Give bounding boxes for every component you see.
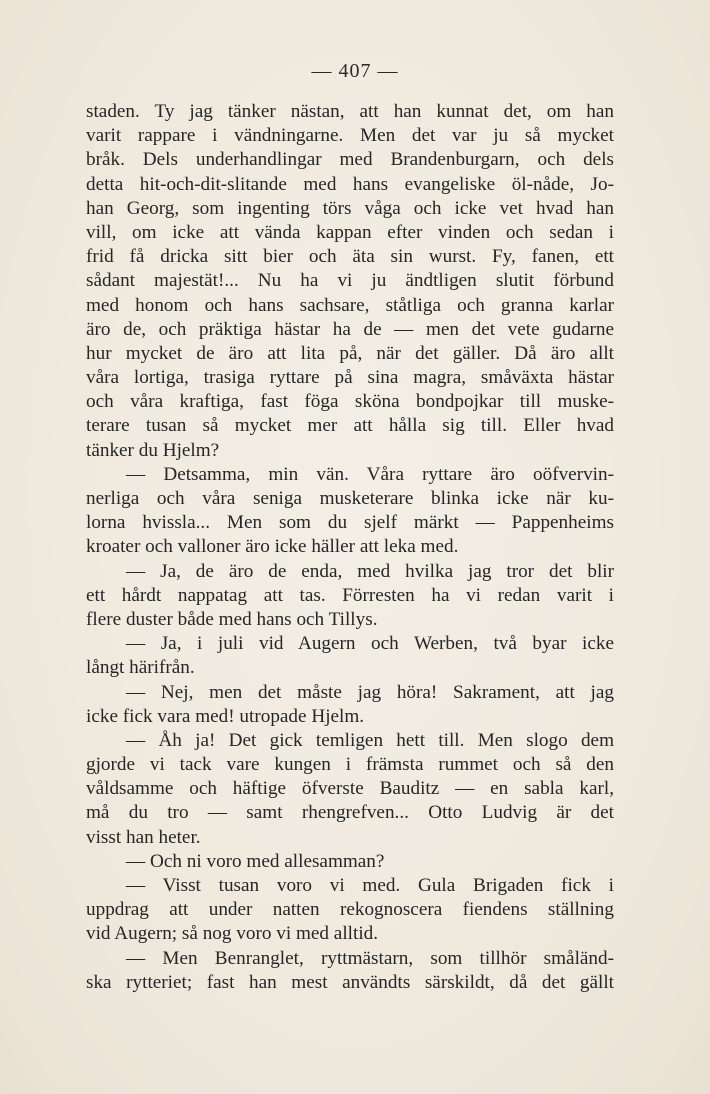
text-line: våra lortiga, trasiga ryttare på sina magra, småväxta hästar [86,367,614,389]
text-line: långt härifrån. [86,657,195,679]
text-line: uppdrag att under natten rekognoscera fiendens ställning [86,899,614,921]
text-line: — Och ni voro med allesamman? [126,850,385,872]
text-line: våldsamme och häftige öfverste Bauditz — en sabla karl, [86,778,614,800]
text-line: visst han heter. [86,826,201,848]
text-line: tänker du Hjelm? [86,439,220,461]
text-line: ska rytteriet; fast han mest användts särskildt, då det gällt [86,971,614,993]
text-line: — Nej, men det måste jag höra! Sakrament, att jag [126,681,614,703]
text-line: gjorde vi tack vare kungen i främsta rummet och så den [86,754,614,776]
text-line: varit rappare i vändningarne. Men det var ju så mycket [86,125,614,147]
text-line: må du tro — samt rhengrefven... Otto Ludvig är det [86,802,614,824]
text-line: — Detsamma, min vän. Våra ryttare äro oöfvervin- [126,463,614,485]
text-line: vill, om icke att vända kappan efter vinden och sedan i [86,221,614,243]
text-line: ett hårdt nappatag att tas. Förresten ha vi redan varit i [86,584,614,606]
text-line: kroater och valloner äro icke häller att leka med. [86,536,459,558]
text-line: och våra kraftiga, fast föga sköna bondpojkar till muske- [86,391,614,413]
text-line: hur mycket de äro att lita på, när det gäller. Då äro allt [86,342,614,364]
text-line: nerliga och våra seniga musketerare blinka icke när ku- [86,488,614,509]
text-line: med honom och hans sachsare, ståtliga och granna karlar [86,294,614,316]
text-line: frid få dricka sitt bier och äta sin wurst. Fy, fanen, ett [86,246,614,268]
text-line: — Ja, de äro de enda, med hvilka jag tror det blir [126,560,614,582]
body-text [86,100,614,995]
text-line: — Åh ja! Det gick temligen hett till. Men slogo dem [126,729,614,751]
text-line: staden. Ty jag tänker nästan, att han kunnat det, om han [86,101,614,122]
text-line: icke fick vara med! utropade Hjelm. [86,705,365,727]
text-line: sådant majestät!... Nu ha vi ju ändtligen slutit förbund [86,270,614,292]
text-line: flere duster både med hans och Tillys. [86,608,378,630]
page-number: — 407 — [311,60,399,82]
text-line: detta hit-och-dit-slitande med hans evangeliske öl-nåde, Jo- [86,173,614,195]
text-line: han Georg, som ingenting törs våga och icke vet hvad han [86,197,614,219]
text-line: äro de, och präktiga hästar ha de — men det vete gudarne [86,318,614,340]
text-line: — Visst tusan voro vi med. Gula Brigaden fick i [126,875,614,896]
text-line: terare tusan så mycket mer att hålla sig till. Eller hvad [86,415,614,437]
text-line: — Ja, i juli vid Augern och Werben, två byar icke [126,633,614,655]
text-line: vid Augern; så nog voro vi med alltid. [86,923,379,945]
text-line: lorna hvissla... Men som du sjelf märkt — Pappenheims [86,512,614,534]
text-line: — Men Benranglet, ryttmästarn, som tillhör småländ- [126,947,614,969]
text-line: bråk. Dels underhandlingar med Brandenburgarn, och dels [86,149,614,171]
